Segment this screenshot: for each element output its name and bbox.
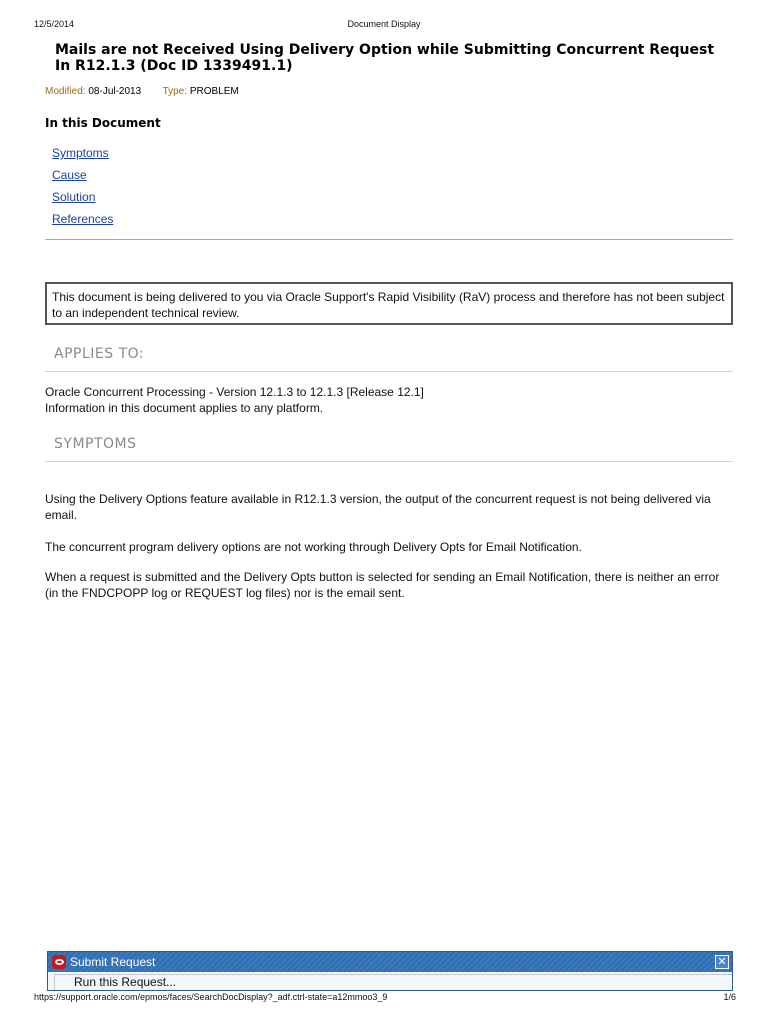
applies-to-heading: APPLIES TO: xyxy=(54,346,145,362)
table-of-contents xyxy=(52,146,113,234)
toc-link-cause[interactable]: Cause xyxy=(52,168,87,182)
close-icon[interactable]: ✕ xyxy=(715,955,729,969)
toc-item xyxy=(52,212,113,234)
toc-link-references[interactable]: References xyxy=(52,212,114,226)
dialog-body xyxy=(48,972,732,991)
print-footer xyxy=(0,992,768,1006)
symptoms-paragraph: The concurrent program delivery options are not working through Delivery Opts for Email Notification. xyxy=(45,540,582,554)
toc-divider xyxy=(45,239,733,240)
modified-value: 08-Jul-2013 xyxy=(88,86,142,97)
symptoms-divider xyxy=(45,461,733,462)
toc-item xyxy=(52,190,113,212)
toc-item xyxy=(52,146,113,168)
applies-to-platform: Information in this document applies to any platform. xyxy=(45,401,324,415)
dialog-title-bar[interactable] xyxy=(48,952,732,972)
print-header xyxy=(0,19,768,33)
type-label: Type: xyxy=(162,86,188,97)
applies-to-divider xyxy=(45,371,733,372)
document-meta xyxy=(45,86,239,97)
run-request-item[interactable]: Run this Request... xyxy=(74,975,177,989)
symptoms-heading: SYMPTOMS xyxy=(54,436,137,452)
page-number: 1/6 xyxy=(723,992,736,1002)
symptoms-paragraph: When a request is submitted and the Delivery Opts button is selected for sending an Email Notification, there is neither an error (in the FNDCPOPP log or REQUEST log files) nor is the email sent. xyxy=(45,570,720,600)
toc-item xyxy=(52,168,113,190)
type-value: PROBLEM xyxy=(189,86,239,97)
print-date: 12/5/2014 xyxy=(34,19,75,29)
symptoms-paragraph: Using the Delivery Options feature available in R12.1.3 version, the output of the concurrent request is not being delivered via email. xyxy=(45,492,711,522)
applies-to-version: Oracle Concurrent Processing - Version 12.1.3 to 12.1.3 [Release 12.1] xyxy=(45,385,424,399)
print-page-title: Document Display xyxy=(347,19,421,29)
toc-heading: In this Document xyxy=(45,116,161,130)
dialog-title: Submit Request xyxy=(70,955,156,969)
toc-link-solution[interactable]: Solution xyxy=(52,190,96,204)
toc-link-symptoms[interactable]: Symptoms xyxy=(52,146,109,160)
submit-request-dialog xyxy=(47,951,733,991)
print-url: https://support.oracle.com/epmos/faces/SearchDocDisplay?_adf.ctrl-state=a12mmoo3_9 xyxy=(34,992,388,1002)
document-title: Mails are not Received Using Delivery Option while Submitting Concurrent Request In R12.1.3 (Doc ID 1339491.1) xyxy=(55,42,715,74)
rav-notice-box: This document is being delivered to you via Oracle Support's Rapid Visibility (RaV) process and therefore has not been subject to an independent technical review. xyxy=(45,282,733,325)
oracle-logo-icon xyxy=(52,955,66,969)
modified-label: Modified: xyxy=(45,86,86,97)
